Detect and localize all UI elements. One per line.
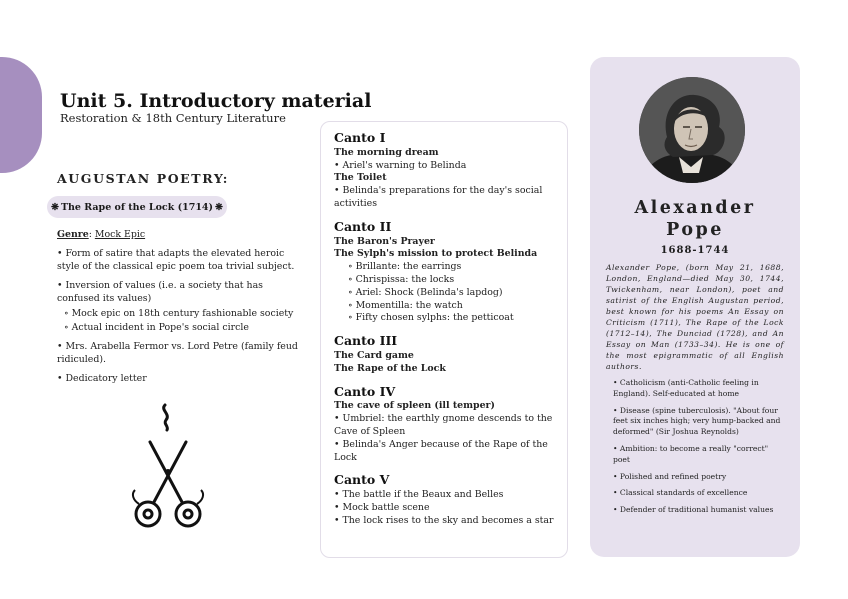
canto-line: The Baron's Prayer <box>334 235 435 247</box>
note-item: • Form of satire that adapts the elevated heroic style of the classical epic poem toa trivial subject. <box>57 248 295 272</box>
canto-line: • Belinda's Anger because of the Rape of the Lock <box>334 438 548 463</box>
genre-line: Genre: Mock Epic <box>57 229 146 240</box>
author-dates: 1688-1744 <box>660 245 730 256</box>
canto-title: Canto IV <box>334 383 396 399</box>
section-heading: AUGUSTAN POETRY: <box>57 171 230 186</box>
canto-line: ∘ Brillante: the earrings <box>348 261 462 273</box>
scissors-icon <box>125 402 211 532</box>
author-last-name: Pope <box>666 220 724 240</box>
canto-section <box>334 474 554 527</box>
trait-item: • Defender of traditional humanist values <box>613 505 774 515</box>
canto-line: The Toilet <box>334 172 387 184</box>
poem-notes <box>57 228 302 391</box>
author-bio: Alexander Pope, (born May 21, 1688, London, England—died May 30, 1744, Twickenham, near London), poet and satirist of the English Augustan period, best known for his poems An Essay on Criticism (1711), The Rape of the Lock (1712–14), The Dunciad (1728), and An Essay on Man (1733–34). He is one of the most epigrammatic of all English authors. <box>606 263 784 371</box>
canto-line: ∘ Chrispissa: the locks <box>348 273 455 285</box>
note-item: • Dedicatory letter <box>57 373 147 384</box>
decorative-tab <box>0 57 42 173</box>
note-subitem: ∘ Actual incident in Pope's social circle <box>64 322 249 333</box>
pill-marker-left: ❋ <box>50 201 59 213</box>
canto-line: • Mock battle scene <box>334 501 430 513</box>
pill-marker-right: ❋ <box>215 201 224 213</box>
note-item: • Mrs. Arabella Fermor vs. Lord Petre (family feud ridiculed). <box>57 341 298 365</box>
trait-item: • Classical standards of excellence <box>613 488 748 498</box>
canto-line: The Rape of the Lock <box>334 362 446 374</box>
trait-item: • Disease (spine tuberculosis). "About four feet six inches high; very hump-backed and deformed" (Sir Joshua Reynolds) <box>613 405 781 437</box>
canto-line: • The lock rises to the sky and becomes a star <box>334 514 554 526</box>
cantos-card <box>320 121 568 558</box>
canto-line: ∘ Fifty chosen sylphs: the petticoat <box>348 312 514 324</box>
author-traits <box>613 378 781 522</box>
note-item: • Inversion of values (i.e. a society that has confused its values) <box>57 280 263 304</box>
canto-section <box>334 218 554 325</box>
canto-title: Canto II <box>334 218 392 234</box>
poem-title: The Rape of the Lock (1714) <box>60 201 214 213</box>
canto-line: The Card game <box>334 349 414 361</box>
canto-line: The Sylph's mission to protect Belinda <box>334 248 538 260</box>
trait-item: • Polished and refined poetry <box>613 471 727 481</box>
poem-title-pill <box>47 196 227 218</box>
canto-title: Canto I <box>334 130 386 145</box>
canto-section <box>334 335 554 375</box>
canto-line: • Belinda's preparations for the day's social activities <box>334 185 543 209</box>
genre-label: Genre <box>57 229 89 240</box>
canto-line: ∘ Momentilla: the watch <box>348 299 463 311</box>
trait-item: • Ambition: to become a really "correct" poet <box>613 443 769 464</box>
portrait-image <box>639 77 745 183</box>
canto-section <box>334 132 554 211</box>
trait-item: • Catholicism (anti-Catholic feeling in England). Self-educated at home <box>613 378 759 398</box>
canto-line: • Ariel's warning to Belinda <box>334 159 467 171</box>
canto-title: Canto III <box>334 333 398 349</box>
genre-value: Mock Epic <box>94 229 146 240</box>
author-name <box>590 197 800 241</box>
canto-line: ∘ Ariel: Shock (Belinda's lapdog) <box>348 286 503 298</box>
author-first-name: Alexander <box>634 198 756 218</box>
page-title: Unit 5. Introductory material <box>60 90 372 112</box>
canto-section <box>334 383 554 465</box>
author-card <box>590 57 800 557</box>
canto-line: • Umbriel: the earthly gnome descends to the Cave of Spleen <box>334 413 553 437</box>
canto-line: The morning dream <box>334 146 439 158</box>
canto-line: The cave of spleen (ill temper) <box>334 400 495 412</box>
note-subitem: ∘ Mock epic on 18th century fashionable society <box>64 308 294 319</box>
canto-line: • The battle if the Beaux and Belles <box>334 489 504 501</box>
canto-title: Canto V <box>334 472 390 488</box>
page-subtitle: Restoration & 18th Century Literature <box>60 111 286 125</box>
